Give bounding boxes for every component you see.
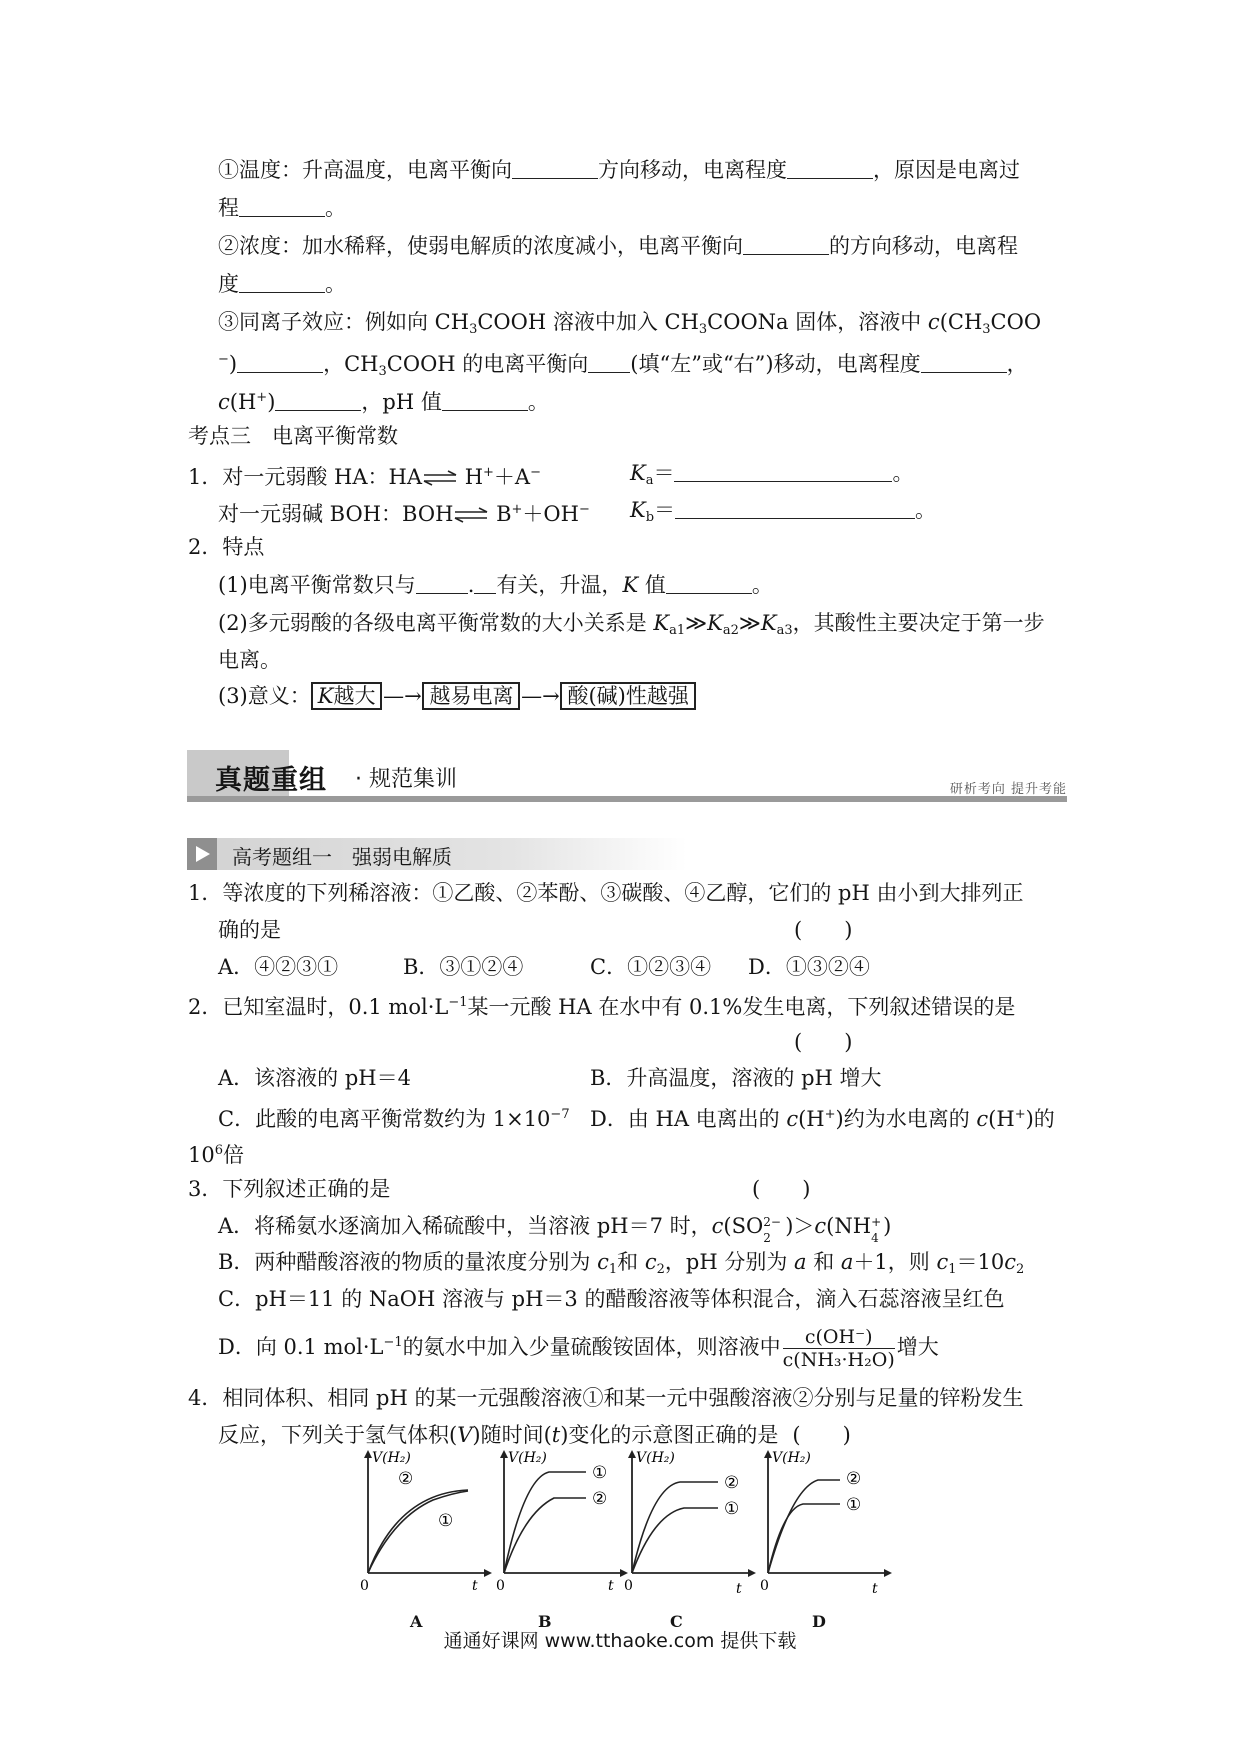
base-constant-line — [218, 495, 590, 531]
subscript: 3 — [698, 322, 708, 337]
text: 反应，下列关于氢气体积( — [218, 1423, 458, 1447]
symbol-c: c — [218, 390, 230, 414]
text: . — [467, 573, 475, 597]
equilibrium-arrow-icon — [453, 501, 489, 531]
text: 的方向移动，电离程 — [829, 234, 1018, 258]
text: 。 — [527, 390, 549, 414]
superscript: + — [824, 1107, 836, 1122]
common-ion-line-3: c(H+) ，pH 值 。 — [218, 390, 549, 414]
text: D．由 HA 电离出的 — [590, 1107, 787, 1131]
superscript: − — [530, 465, 541, 480]
q3-option-b[interactable] — [218, 1247, 1024, 1285]
ratio-fraction — [783, 1326, 895, 1371]
section-heading: 考点三 电离平衡常数 — [188, 424, 398, 448]
symbol-k: K — [653, 611, 670, 635]
common-ion-line-2: −) ，$CH_3COOH$ 的电离平衡向 (填“左”或“右”)移动，电离程度 ， — [218, 352, 1028, 379]
section-banner — [187, 750, 1067, 802]
text: ②浓度：加水稀释，使弱电解质的浓度减小，电离平衡向 — [218, 234, 743, 258]
symbol-c: c — [597, 1250, 609, 1274]
text: ＋1，则 — [853, 1250, 937, 1274]
symbol-a: a — [840, 1250, 854, 1274]
curve-label-1: ① — [592, 1463, 608, 1483]
blank[interactable] — [239, 196, 325, 217]
equilibrium-arrow-icon — [422, 464, 458, 494]
text: ， — [1006, 352, 1028, 376]
text: ＝ — [654, 498, 676, 522]
symbol-k: K — [630, 461, 646, 485]
concentration-line — [218, 231, 1018, 261]
graph-b[interactable] — [494, 1448, 634, 1598]
symbol-k: K — [622, 573, 639, 597]
subscript: 2 — [1016, 1262, 1025, 1277]
text: (1)电离平衡常数只与 — [218, 573, 416, 597]
blank[interactable] — [674, 461, 892, 482]
text: B — [496, 502, 512, 526]
fraction-numerator: c(OH⁻) — [783, 1326, 895, 1349]
symbol-c: c — [644, 1250, 657, 1274]
text: ≫ — [738, 611, 761, 635]
symbol-c: c — [814, 1214, 827, 1238]
blank[interactable] — [512, 158, 598, 179]
symbol-c: c — [976, 1107, 989, 1131]
text: 10 — [188, 1143, 215, 1167]
origin-label: 0 — [760, 1578, 769, 1594]
superscript: −1 — [448, 995, 468, 1010]
graph-c[interactable] — [622, 1448, 762, 1598]
banner-tagline: 研析考向 提升考能 — [949, 782, 1067, 797]
q4-stem: 4．相同体积、相同 pH 的某一元强酸溶液①和某一元中强酸溶液②分别与足量的锌粉发生 — [188, 1386, 1024, 1410]
graph-a-label: A — [410, 1612, 423, 1631]
q2-option-b[interactable]: B．升高温度，溶液的 pH 增大 — [590, 1066, 882, 1090]
subscript: b — [645, 510, 655, 525]
feature-2 — [218, 608, 1045, 646]
curve-label-1: ① — [724, 1499, 740, 1519]
symbol-v: V — [457, 1423, 473, 1447]
origin-label: 0 — [624, 1578, 633, 1594]
blank[interactable] — [442, 390, 528, 411]
blank[interactable] — [675, 498, 915, 519]
superscript: − — [218, 352, 229, 367]
feature-1 — [218, 570, 773, 600]
text: 值 — [644, 573, 666, 597]
subscript: a — [645, 473, 654, 488]
text: ，CH — [323, 352, 379, 376]
text: 增大 — [896, 1335, 939, 1359]
q3-answer-paren[interactable]: ( ) — [752, 1177, 811, 1201]
text: 的氨水中加入少量硫酸铵固体，则溶液中 — [402, 1335, 781, 1359]
q1-answer-paren[interactable]: ( ) — [794, 918, 853, 942]
text: 和 — [617, 1250, 645, 1274]
text: 2．已知室温时，0.1 mol·L — [188, 995, 449, 1019]
origin-label: 0 — [496, 1578, 505, 1594]
symbol-c: c — [1004, 1250, 1017, 1274]
text: ③同离子效应：例如向 CH — [218, 310, 470, 334]
text: 。 — [325, 272, 346, 296]
text: (2)多元弱酸的各级电离平衡常数的大小关系是 — [218, 611, 654, 635]
y-axis-label: V(H₂) — [636, 1450, 675, 1466]
text: H — [464, 465, 484, 489]
blank[interactable] — [588, 352, 630, 373]
text: )随时间( — [472, 1423, 552, 1447]
text: (3)意义： — [218, 684, 311, 708]
superscript: −7 — [550, 1107, 570, 1122]
x-axis-label: t — [872, 1581, 878, 1597]
acid-constant-line — [188, 458, 541, 494]
text: ，其酸性主要决定于第一步 — [792, 611, 1045, 635]
text: COONa 固体，溶液中 — [707, 310, 928, 334]
curve-label-1: ① — [438, 1511, 454, 1531]
graph-b-label: B — [538, 1612, 552, 1631]
symbol-k: K — [317, 684, 334, 708]
subscript: 2 — [763, 1231, 771, 1245]
subscript: 2 — [656, 1262, 665, 1277]
text: (H — [988, 1107, 1015, 1131]
common-ion-line — [218, 307, 1041, 345]
text: COOH 溶液中加入 CH — [477, 310, 699, 334]
text: 1．对一元弱酸 HA：HA — [188, 465, 422, 489]
text: (NH — [826, 1214, 872, 1238]
ammonium-charge: + 4 — [871, 1215, 883, 1235]
superscript: − — [578, 502, 590, 517]
play-triangle-icon — [187, 838, 217, 870]
subscript: a3 — [776, 623, 793, 638]
y-axis-label: V(H₂) — [372, 1450, 411, 1466]
q4-stem-2 — [218, 1420, 851, 1450]
footer-credit[interactable]: 通通好课网 www.tthaoke.com 提供下载 — [443, 1630, 797, 1652]
q2-option-d-tail — [188, 1136, 244, 1170]
symbol-a: a — [794, 1250, 807, 1274]
feature-2-line-2: 电离。 — [218, 648, 281, 672]
q1-option-a[interactable]: A．④②③① — [218, 955, 339, 979]
q1-option-b[interactable]: B．③①②④ — [403, 955, 524, 979]
superscript: + — [511, 502, 523, 517]
graph-c-plot — [622, 1448, 762, 1598]
blank[interactable] — [416, 573, 468, 594]
text: D．向 0.1 mol·L — [218, 1335, 384, 1359]
text: COOH 的电离平衡向 — [386, 352, 589, 376]
text: ＝10 — [956, 1250, 1005, 1274]
q3-option-a[interactable] — [218, 1211, 892, 1245]
text: 有关，升温， — [496, 573, 623, 597]
superscript: + — [871, 1215, 882, 1229]
superscript: + — [1014, 1107, 1026, 1122]
superscript: 6 — [214, 1143, 224, 1158]
text: 和 — [813, 1250, 841, 1274]
banner-subtitle — [355, 762, 457, 793]
symbol-c: c — [936, 1250, 949, 1274]
text: 对一元弱碱 BOH：BOH — [218, 502, 454, 526]
symbol-c: c — [927, 310, 940, 334]
text: 。 — [325, 196, 346, 220]
text: 倍 — [223, 1143, 245, 1167]
text: ，pH 值 — [361, 390, 442, 414]
text: 度 — [218, 272, 239, 296]
subscript: 1 — [948, 1262, 957, 1277]
text: ＝ — [653, 461, 675, 485]
text: ≫ — [685, 611, 708, 635]
text: 程 — [218, 196, 239, 220]
curve-label-2: ② — [398, 1469, 414, 1489]
text: H — [237, 390, 257, 414]
graph-a[interactable] — [358, 1448, 498, 1598]
concentration-line-2 — [218, 269, 346, 299]
graph-d-plot — [758, 1448, 898, 1598]
easier-ionize-box: 越易电离 — [422, 682, 520, 710]
k-larger-box — [311, 682, 383, 710]
text: · — [355, 767, 362, 792]
curve-label-1: ① — [846, 1495, 862, 1515]
blank[interactable] — [474, 573, 496, 594]
superscript: −1 — [383, 1335, 403, 1350]
symbol-c: c — [786, 1107, 799, 1131]
question-group-bar — [187, 838, 687, 870]
q3-stem: 3．下列叙述正确的是 — [188, 1177, 391, 1201]
q4-answer-paren[interactable]: ( ) — [792, 1423, 851, 1447]
group-label: 高考题组一 强弱电解质 — [232, 845, 452, 869]
text: 越大 — [333, 684, 376, 708]
ka-expression — [630, 458, 913, 496]
temperature-line-2 — [218, 193, 346, 223]
text: A．将稀氨水逐滴加入稀硫酸中，当溶液 pH＝7 时， — [218, 1214, 712, 1238]
graph-d[interactable] — [758, 1448, 898, 1598]
feature-3 — [218, 681, 696, 711]
q1-stem: 1．等浓度的下列稀溶液：①乙酸、②苯酚、③碳酸、④乙醇，它们的 pH 由小到大排列正 — [188, 881, 1024, 905]
text: ＋OH — [522, 502, 579, 526]
text: 。 — [751, 573, 773, 597]
text: )变化的示意图正确的是 — [560, 1423, 779, 1447]
symbol-k: K — [760, 611, 777, 635]
text: ) — [883, 1214, 892, 1238]
kb-expression — [630, 495, 936, 533]
arrow-icon: —→ — [383, 684, 422, 708]
text: )约为水电离的 — [835, 1107, 977, 1131]
graph-d-label: D — [812, 1612, 826, 1631]
symbol-c: c — [711, 1214, 724, 1238]
text: C．此酸的电离平衡常数约为 1×10 — [218, 1107, 551, 1131]
q2-option-c[interactable] — [218, 1100, 570, 1134]
blank[interactable] — [921, 352, 1007, 373]
text: ，pH 分别为 — [664, 1250, 794, 1274]
q3-option-c[interactable]: C．pH＝11 的 NaOH 溶液与 pH＝3 的醋酸溶液等体积混合，滴入石蕊溶液呈红色 — [218, 1287, 1005, 1311]
text: (SO — [723, 1214, 764, 1238]
subscript: a1 — [669, 623, 686, 638]
q1-stem-2: 确的是 — [218, 918, 281, 942]
blank[interactable] — [787, 158, 873, 179]
superscript: 2− — [763, 1215, 781, 1229]
blank[interactable] — [237, 352, 323, 373]
text: B．两种醋酸溶液的物质的量浓度分别为 — [218, 1250, 598, 1274]
y-axis-label: V(H₂) — [508, 1450, 547, 1466]
graph-c-label: C — [670, 1612, 683, 1631]
text: (CH — [939, 310, 983, 334]
blank[interactable] — [275, 390, 361, 411]
symbol-k: K — [630, 498, 646, 522]
curve-label-2: ② — [846, 1469, 862, 1489]
q2-stem — [188, 988, 1015, 1022]
temperature-line — [218, 155, 1020, 185]
x-axis-label: t — [472, 1578, 478, 1594]
superscript: + — [256, 390, 268, 405]
q2-option-d[interactable] — [590, 1100, 1055, 1134]
q2-option-a[interactable]: A．该溶液的 pH＝4 — [218, 1066, 411, 1090]
banner-title: 真题重组 — [215, 765, 327, 796]
x-axis-label: t — [736, 1581, 742, 1597]
text: ，原因是电离过 — [873, 158, 1020, 182]
sulfate-charge — [763, 1215, 785, 1245]
graph-b-plot — [494, 1448, 634, 1598]
text: (填“左”或“右”)移动，电离程度 — [630, 352, 921, 376]
text: 规范集训 — [369, 767, 458, 792]
text: ＋A — [493, 465, 531, 489]
text: (H — [798, 1107, 825, 1131]
text: )＞ — [785, 1214, 815, 1238]
text: 方向移动，电离程度 — [598, 158, 787, 182]
text: COO — [990, 310, 1042, 334]
stronger-acidity-box: 酸(碱)性越强 — [560, 682, 695, 710]
text: 。 — [915, 498, 937, 522]
features-heading: 2．特点 — [188, 535, 265, 559]
subscript: a2 — [722, 623, 739, 638]
fraction-denominator: c(NH₃·H₂O) — [782, 1349, 895, 1371]
subscript: 3 — [378, 364, 387, 379]
subscript: 3 — [982, 322, 991, 337]
q2-answer-paren[interactable]: ( ) — [794, 1030, 853, 1054]
y-axis-label: V(H₂) — [772, 1450, 811, 1466]
curve-label-2: ② — [724, 1473, 740, 1493]
x-axis-label: t — [608, 1578, 614, 1594]
q1-option-d[interactable]: D．①③②④ — [748, 955, 870, 979]
arrow-icon: —→ — [521, 684, 560, 708]
blank[interactable] — [743, 234, 829, 255]
origin-label: 0 — [360, 1578, 369, 1594]
symbol-k: K — [707, 611, 723, 635]
subscript: 3 — [469, 322, 478, 337]
text: )的 — [1025, 1107, 1055, 1131]
q1-option-c[interactable]: C．①②③④ — [590, 955, 712, 979]
text: 。 — [892, 461, 914, 485]
text: 某一元酸 HA 在水中有 0.1%发生电离，下列叙述错误的是 — [467, 995, 1016, 1019]
subscript: 1 — [608, 1262, 618, 1277]
symbol-t: t — [551, 1423, 561, 1447]
q3-option-d[interactable] — [218, 1326, 939, 1371]
text: ①温度：升高温度，电离平衡向 — [218, 158, 512, 182]
curve-label-2: ② — [592, 1489, 608, 1509]
blank[interactable] — [239, 272, 325, 293]
graph-a-plot — [358, 1448, 498, 1598]
blank[interactable] — [666, 573, 752, 594]
superscript: + — [483, 465, 494, 480]
